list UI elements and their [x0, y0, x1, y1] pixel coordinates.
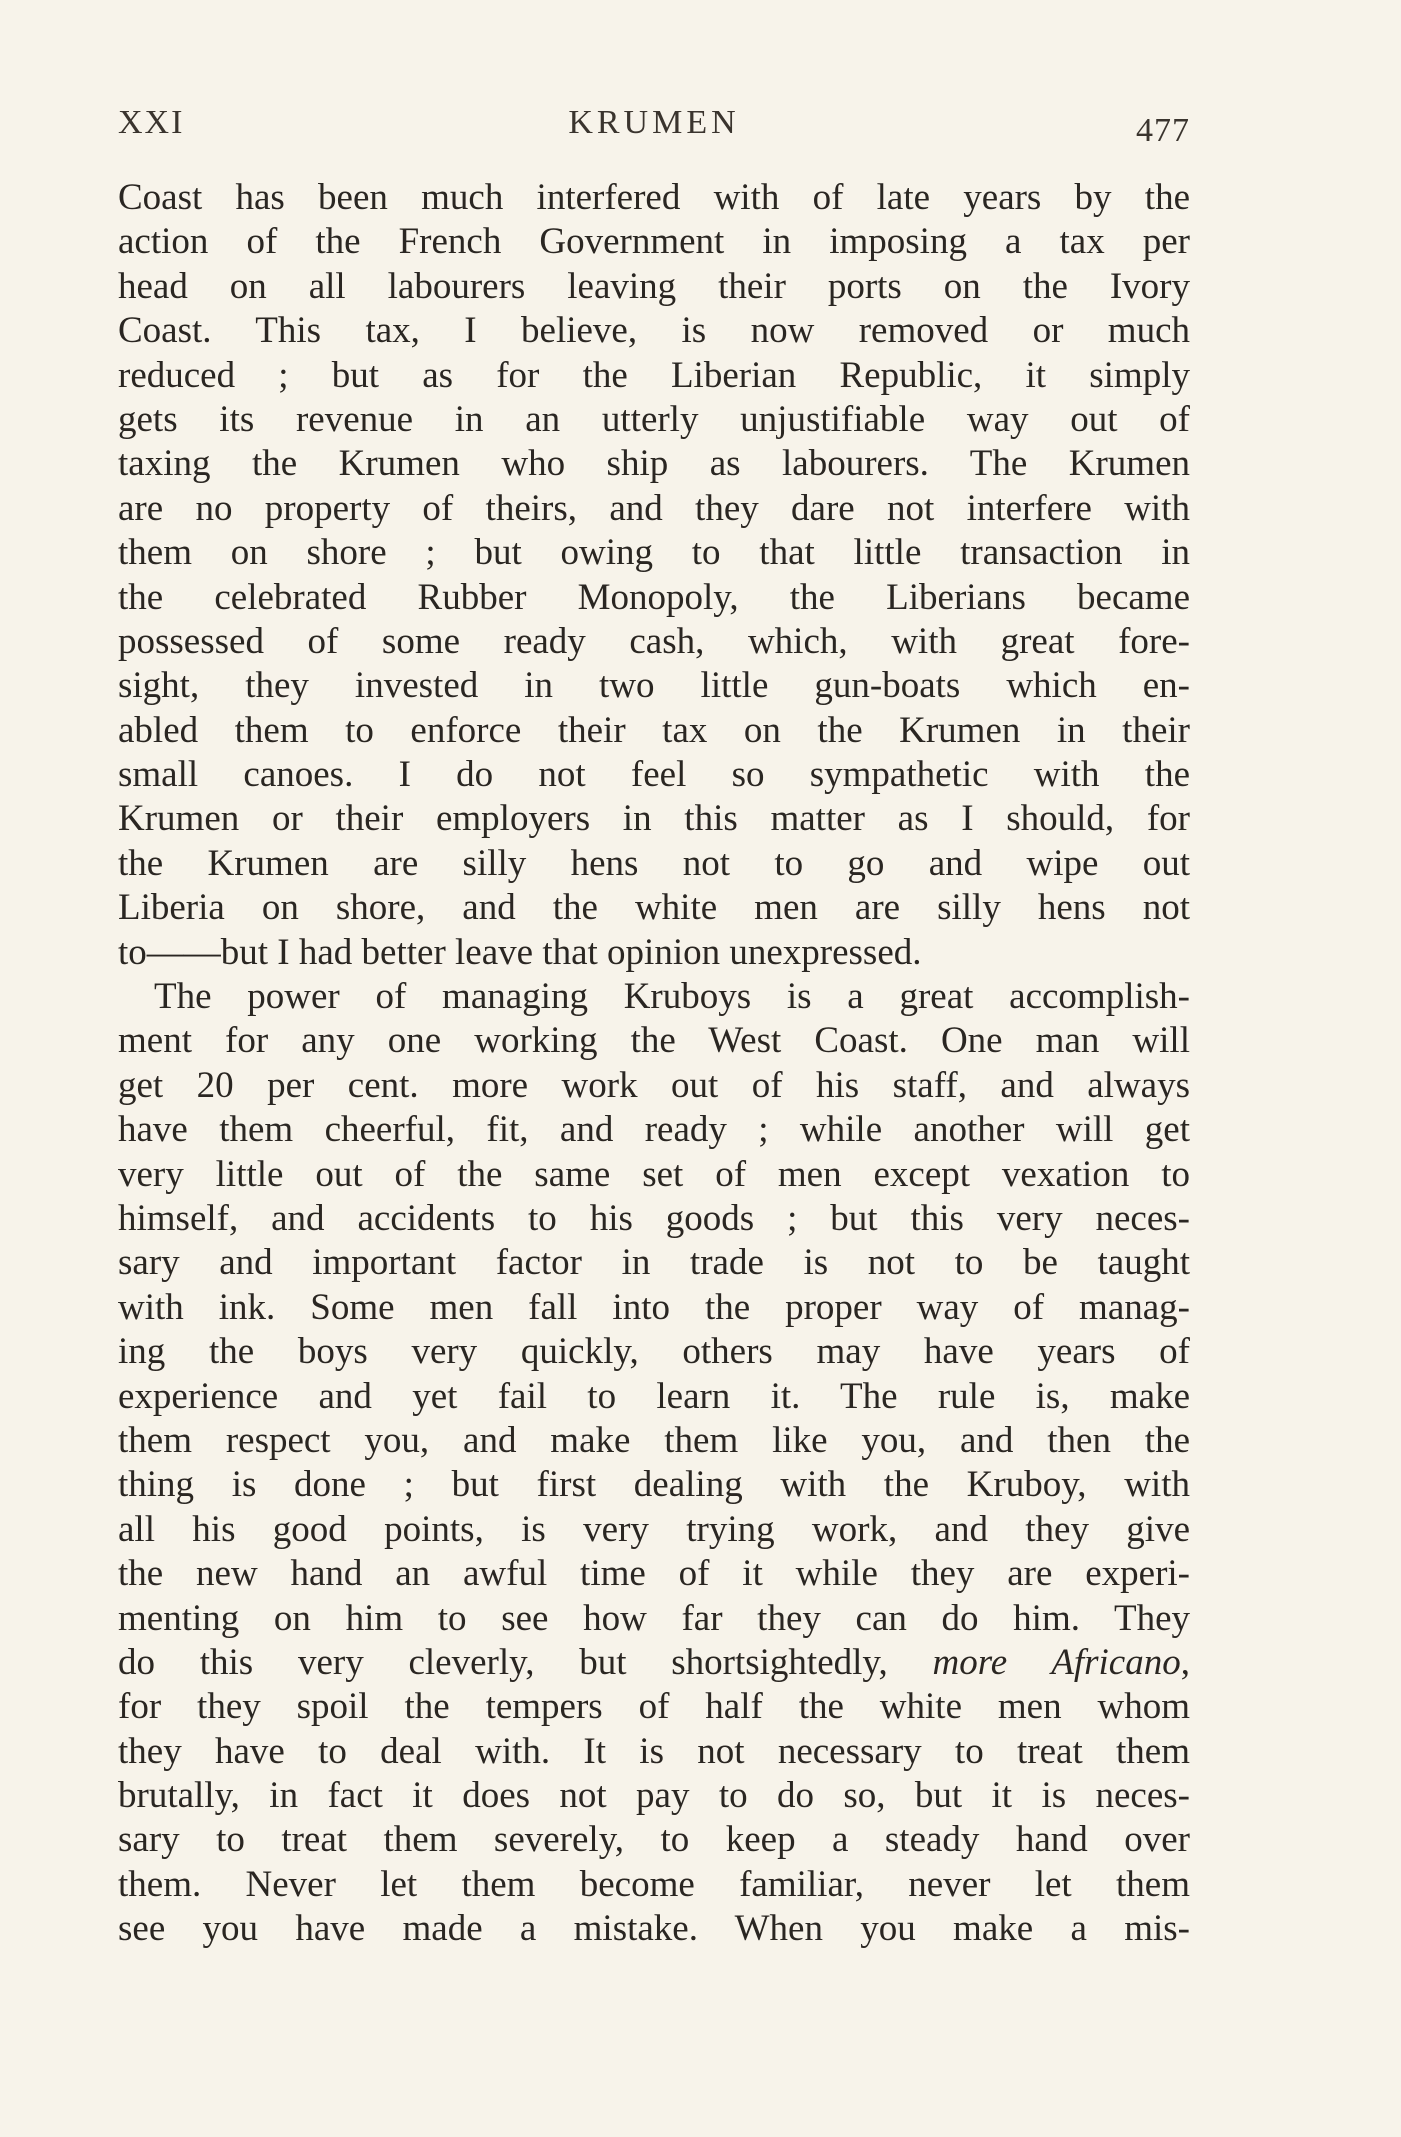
text-line: Liberia on shore, and the white men are silly hens not: [118, 887, 1190, 929]
body-text: [118, 176, 1190, 1952]
text-line: abled them to enforce their tax on the Krumen in their: [118, 709, 1190, 751]
text-line: have them cheerful, fit, and ready ; while another will get: [118, 1109, 1190, 1151]
text-line: the Krumen are silly hens not to go and wipe out: [118, 842, 1190, 884]
text-line: action of the French Government in imposing a tax per: [118, 221, 1190, 263]
text-line: them on shore ; but owing to that little transaction in: [118, 532, 1190, 574]
text-line: Coast. This tax, I believe, is now removed or much: [118, 310, 1190, 352]
text-line: sary to treat them severely, to keep a steady hand over: [118, 1819, 1190, 1861]
text-line: see you have made a mistake. When you make a mis-: [118, 1908, 1190, 1950]
text-line: sight, they invested in two little gun-boats which en-: [118, 665, 1190, 707]
text-line: sary and important factor in trade is not to be taught: [118, 1242, 1190, 1284]
text-line: very little out of the same set of men except vexation to: [118, 1153, 1190, 1195]
text-line: head on all labourers leaving their ports on the Ivory: [118, 265, 1190, 307]
text-line: small canoes. I do not feel so sympathetic with the: [118, 754, 1190, 796]
text-line: to——but I had better leave that opinion unexpressed.: [118, 931, 922, 973]
text-line: with ink. Some men fall into the proper way of manag-: [118, 1286, 1190, 1328]
page-number: 477: [1136, 112, 1190, 149]
text-line: The power of managing Kruboys is a great accomplish-: [154, 976, 1190, 1018]
text-line: them respect you, and make them like you, and then the: [118, 1419, 1190, 1461]
text-line: all his good points, is very trying work, and they give: [118, 1508, 1190, 1550]
text-line: taxing the Krumen who ship as labourers. The Krumen: [118, 443, 1190, 485]
text-line: them. Never let them become familiar, never let them: [118, 1863, 1190, 1905]
text-line: the new hand an awful time of it while they are experi-: [118, 1553, 1190, 1595]
text-line: reduced ; but as for the Liberian Republic, it simply: [118, 354, 1190, 396]
italic-line-after: ,: [1180, 1641, 1190, 1683]
text-line: possessed of some ready cash, which, with great fore-: [118, 620, 1190, 662]
text-line: get 20 per cent. more work out of his staff, and always: [118, 1064, 1190, 1106]
chapter-title: KRUMEN: [568, 104, 740, 141]
text-line: ing the boys very quickly, others may have years of: [118, 1331, 1190, 1373]
text-line: are no property of theirs, and they dare not interfere with: [118, 487, 1190, 529]
text-line: Krumen or their employers in this matter as I should, for: [118, 798, 1190, 840]
italic-phrase: more Africano: [932, 1641, 1181, 1683]
text-line: himself, and accidents to his goods ; but this very neces-: [118, 1197, 1190, 1239]
text-line: they have to deal with. It is not necessary to treat them: [118, 1730, 1190, 1772]
text-line: gets its revenue in an utterly unjustifiable way out of: [118, 398, 1190, 440]
text-line: thing is done ; but first dealing with the Kruboy, with: [118, 1464, 1190, 1506]
running-head: [118, 104, 1190, 154]
chapter-number: XXI: [118, 104, 185, 141]
text-line: brutally, in fact it does not pay to do so, but it is neces-: [118, 1775, 1190, 1817]
text-line: Coast has been much interfered with of late years by the: [118, 177, 1190, 218]
text-line: for they spoil the tempers of half the white men whom: [118, 1686, 1190, 1728]
text-line: experience and yet fail to learn it. The rule is, make: [118, 1375, 1190, 1417]
text-line: ment for any one working the West Coast. One man will: [118, 1020, 1190, 1062]
text-line-with-italic: [118, 1641, 1190, 1685]
text-line: the celebrated Rubber Monopoly, the Liberians became: [118, 576, 1190, 618]
text-line: menting on him to see how far they can do him. They: [118, 1597, 1190, 1639]
italic-line-before: do this very cleverly, but shortsightedly,: [118, 1641, 933, 1683]
